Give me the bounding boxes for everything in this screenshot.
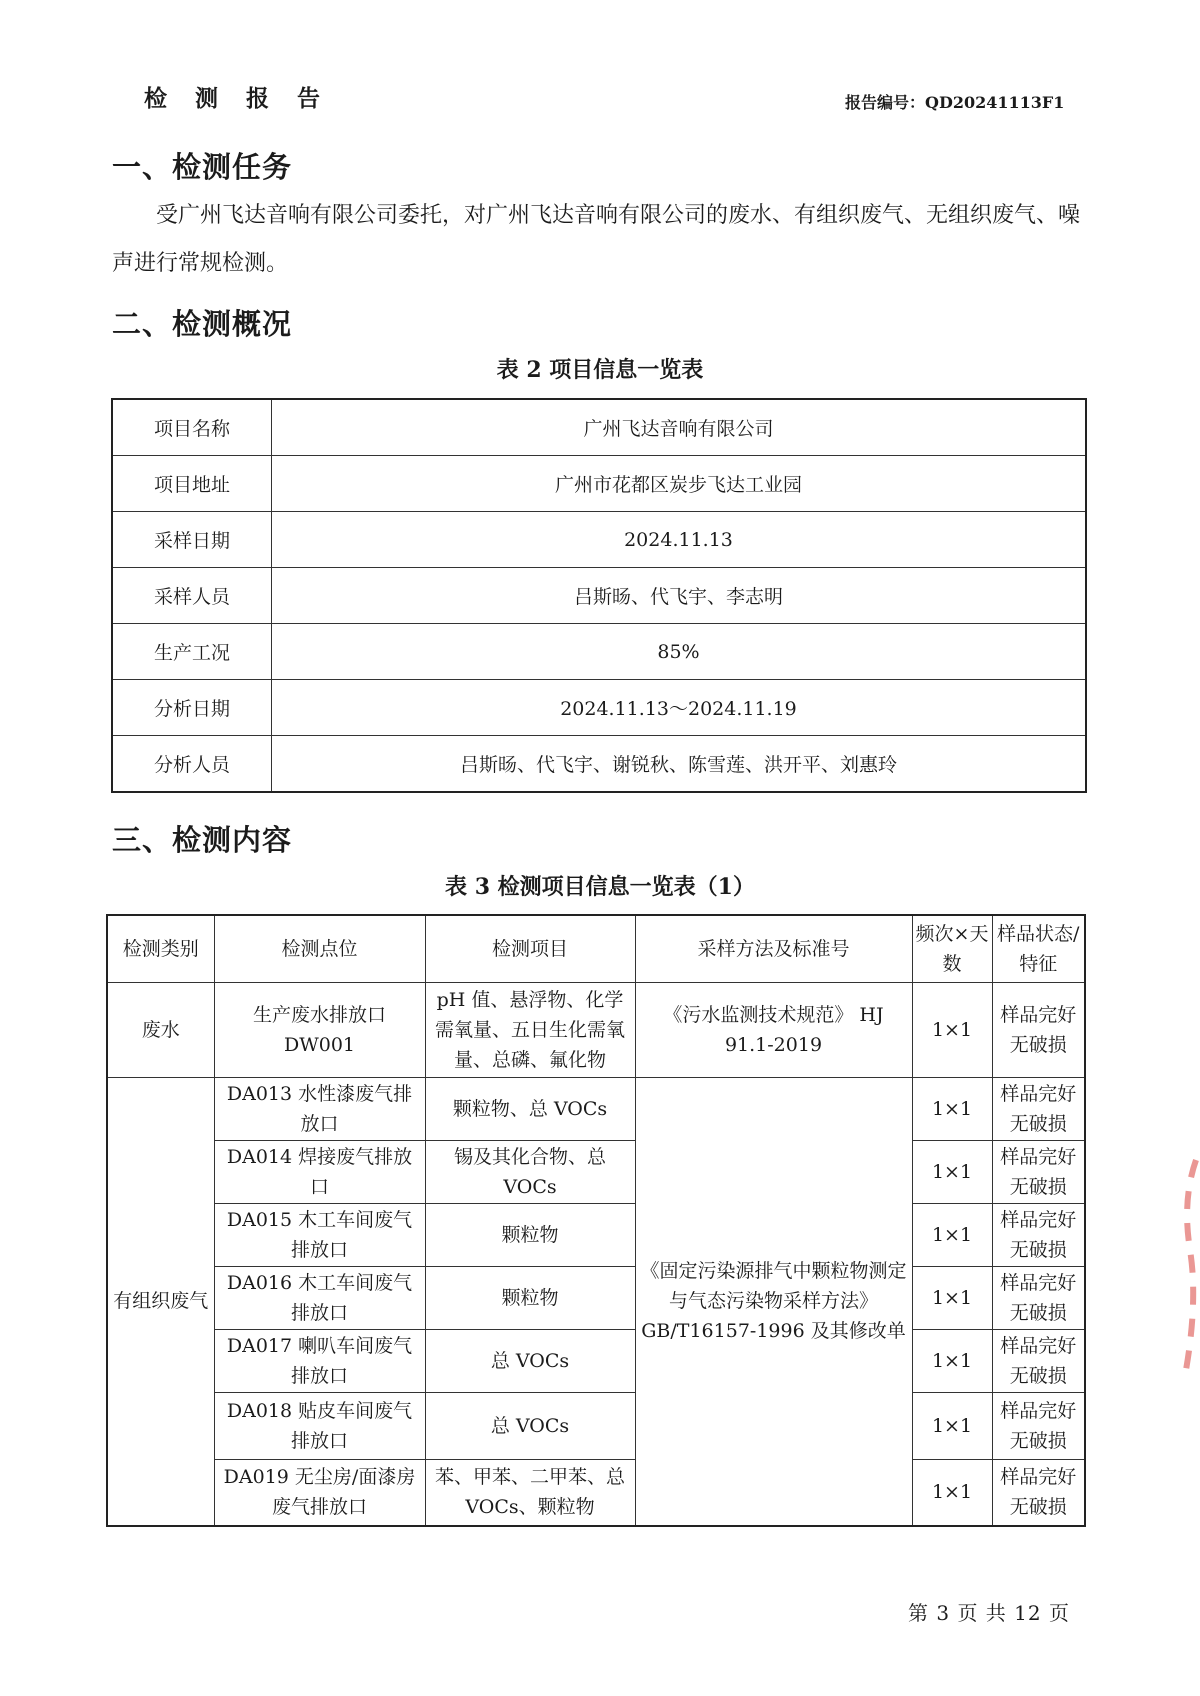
items-cell: 颗粒物 <box>425 1204 635 1267</box>
table-row <box>107 1267 1085 1330</box>
point-cell: DA013 水性漆废气排放口 <box>214 1078 425 1141</box>
state-cell: 样品完好无破损 <box>992 1393 1085 1460</box>
point-cell: DA016 木工车间废气排放口 <box>214 1267 425 1330</box>
table-row <box>112 736 1086 793</box>
items-cell: 锡及其化合物、总 VOCs <box>425 1141 635 1204</box>
sampling-staff-label: 采样人员 <box>112 568 272 624</box>
items-cell: 总 VOCs <box>425 1393 635 1460</box>
frequency-cell: 1×1 <box>912 1393 992 1460</box>
table-row <box>112 680 1086 736</box>
category-cell: 有组织废气 <box>107 1078 214 1526</box>
sampling-date-label: 采样日期 <box>112 512 272 568</box>
items-cell: 颗粒物 <box>425 1267 635 1330</box>
section-title-content: 三、检测内容 <box>112 823 293 857</box>
point-cell: 生产废水排放口 DW001 <box>214 983 425 1078</box>
frequency-cell: 1×1 <box>912 1078 992 1141</box>
point-cell: DA015 木工车间废气排放口 <box>214 1204 425 1267</box>
header-sample-state: 样品状态/特征 <box>992 915 1085 983</box>
state-cell: 样品完好无破损 <box>992 1078 1085 1141</box>
test-items-table <box>106 914 1086 1527</box>
frequency-cell: 1×1 <box>912 1330 992 1393</box>
table-row <box>107 983 1085 1078</box>
table-header-row <box>107 915 1085 983</box>
project-name-value: 广州飞达音响有限公司 <box>272 399 1087 456</box>
analysis-date-value: 2024.11.13～2024.11.19 <box>272 680 1087 736</box>
frequency-cell: 1×1 <box>912 1204 992 1267</box>
items-cell: 总 VOCs <box>425 1330 635 1393</box>
production-condition-value: 85% <box>272 624 1087 680</box>
table-row <box>107 1393 1085 1460</box>
section-title-overview: 二、检测概况 <box>112 307 293 341</box>
header-frequency: 频次×天数 <box>912 915 992 983</box>
table3-caption: 表 3 检测项目信息一览表（1） <box>445 874 755 900</box>
frequency-cell: 1×1 <box>912 983 992 1078</box>
section-title-task: 一、检测任务 <box>112 150 293 184</box>
items-cell: 颗粒物、总 VOCs <box>425 1078 635 1141</box>
state-cell: 样品完好无破损 <box>992 1330 1085 1393</box>
point-cell: DA017 喇叭车间废气排放口 <box>214 1330 425 1393</box>
table2-caption: 表 2 项目信息一览表 <box>496 357 704 383</box>
method-cell: 《污水监测技术规范》 HJ 91.1-2019 <box>635 983 912 1078</box>
point-cell: DA014 焊接废气排放口 <box>214 1141 425 1204</box>
point-cell: DA018 贴皮车间废气排放口 <box>214 1393 425 1460</box>
table-row <box>112 456 1086 512</box>
analysis-staff-label: 分析人员 <box>112 736 272 793</box>
point-cell: DA019 无尘房/面漆房废气排放口 <box>214 1460 425 1526</box>
state-cell: 样品完好无破损 <box>992 1204 1085 1267</box>
production-condition-label: 生产工况 <box>112 624 272 680</box>
table-row <box>107 1078 1085 1141</box>
table-row <box>107 1460 1085 1526</box>
page-number: 第 3 页 共 12 页 <box>908 1601 1070 1625</box>
project-address-value: 广州市花都区炭步飞达工业园 <box>272 456 1087 512</box>
frequency-cell: 1×1 <box>912 1267 992 1330</box>
table-row <box>112 399 1086 456</box>
table-row <box>112 512 1086 568</box>
header-items: 检测项目 <box>425 915 635 983</box>
project-name-label: 项目名称 <box>112 399 272 456</box>
project-info-table <box>111 398 1087 793</box>
table-row <box>107 1330 1085 1393</box>
analysis-staff-value: 吕斯旸、代飞宇、谢锐秋、陈雪莲、洪开平、刘惠玲 <box>272 736 1087 793</box>
state-cell: 样品完好无破损 <box>992 983 1085 1078</box>
header-category: 检测类别 <box>107 915 214 983</box>
table-row <box>112 568 1086 624</box>
method-cell: 《固定污染源排气中颗粒物测定与气态污染物采样方法》GB/T16157-1996 及其修改单 <box>635 1078 912 1526</box>
table-row <box>107 1141 1085 1204</box>
task-text: 受广州飞达音响有限公司委托，对广州飞达音响有限公司的废水、有组织废气、无组织废气、噪声进行常规检测。 <box>112 203 1081 276</box>
state-cell: 样品完好无破损 <box>992 1141 1085 1204</box>
category-cell: 废水 <box>107 983 214 1078</box>
items-cell: pH 值、悬浮物、化学需氧量、五日生化需氧量、总磷、氟化物 <box>425 983 635 1078</box>
sampling-date-value: 2024.11.13 <box>272 512 1087 568</box>
analysis-date-label: 分析日期 <box>112 680 272 736</box>
table-row <box>107 1204 1085 1267</box>
header-point: 检测点位 <box>214 915 425 983</box>
report-header-title: 检 测 报 告 <box>144 85 331 112</box>
state-cell: 样品完好无破损 <box>992 1460 1085 1526</box>
header-method: 采样方法及标准号 <box>635 915 912 983</box>
task-paragraph <box>112 192 1087 288</box>
project-address-label: 项目地址 <box>112 456 272 512</box>
state-cell: 样品完好无破损 <box>992 1267 1085 1330</box>
table-row <box>112 624 1086 680</box>
items-cell: 苯、甲苯、二甲苯、总 VOCs、颗粒物 <box>425 1460 635 1526</box>
frequency-cell: 1×1 <box>912 1141 992 1204</box>
frequency-cell: 1×1 <box>912 1460 992 1526</box>
seal-fragment-icon <box>1168 1140 1200 1380</box>
report-number: 报告编号：QD20241113F1 <box>845 93 1065 112</box>
sampling-staff-value: 吕斯旸、代飞宇、李志明 <box>272 568 1087 624</box>
